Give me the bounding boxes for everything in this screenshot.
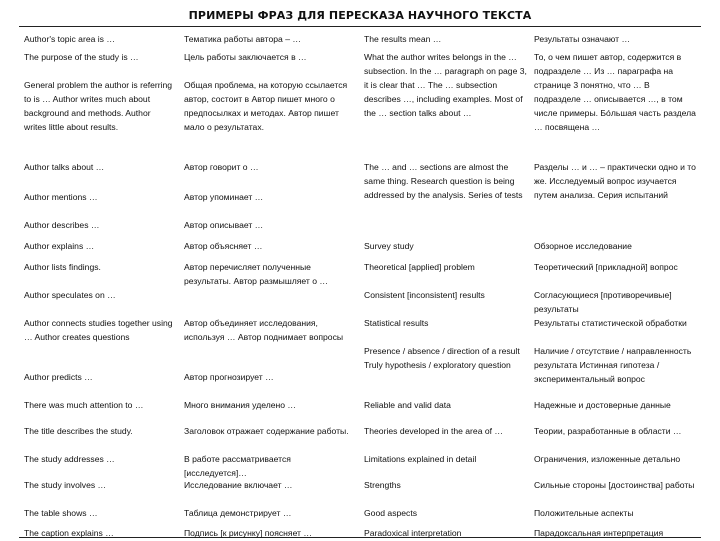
table-cell: Strengths [364, 480, 401, 490]
table-cell: Результаты означают … [534, 34, 631, 44]
table-cell: Reliable and valid data [364, 400, 451, 410]
table-cell: В работе рассматривается [исследуется]… [184, 454, 291, 478]
column-english-1 [24, 33, 174, 538]
table-cell: Theoretical [applied] problem [364, 262, 475, 272]
table-cell: What the author writes belongs in the … subsection. In the … paragraph on page 3, it is clear that … The … subsection describes …, including examples. Most of the … section talks about … [364, 52, 527, 118]
table-cell: Положительные аспекты [534, 508, 634, 518]
table-cell: Таблица демонстрирует … [184, 508, 292, 518]
table-cell: Обзорное исследование [534, 241, 632, 251]
table-cell: Автор объединяет исследования, используя … Автор поднимает вопросы [184, 318, 344, 342]
table-cell: То, о чем пишет автор, содержится в подразделе … Из … параграфа на странице 3 понятно, что … В подразделе … описывается …, в том числе примеры. Бóльшая часть раздела … посвящена … [534, 52, 696, 132]
table-cell: The results mean … [364, 34, 442, 44]
table-cell: Результаты статистической обработки [534, 318, 687, 328]
table-cell: The table shows … [24, 508, 98, 518]
table-cell: Author connects studies together using … Author creates questions [24, 318, 173, 342]
table-cell: Наличие / отсутствие / направленность результата Истинная гипотеза / экспериментальный вопрос [534, 346, 692, 384]
table-cell: Good aspects [364, 508, 418, 518]
table-cell: Author talks about … [24, 162, 105, 172]
table-cell: The purpose of the study is … [24, 52, 139, 62]
table-cell: Автор говорит о … [184, 162, 259, 172]
column-english-2 [364, 33, 528, 538]
table-cell: Исследование включает … [184, 480, 293, 490]
table-cell: Автор описывает … [184, 220, 264, 230]
table-cell: Author's topic area is … [24, 34, 115, 44]
table-cell: Теории, разработанные в области … [534, 426, 682, 436]
table-cell: Limitations explained in detail [364, 454, 477, 464]
table-cell: General problem the author is referring to is … Author writes much about background and methods. Author writes little about results. [24, 80, 173, 132]
table-cell: Тематика работы автора – … [184, 34, 301, 44]
table-cell: Автор объясняет … [184, 241, 263, 251]
table-cell: Заголовок отражает содержание работы. [184, 426, 349, 436]
table-cell: Statistical results [364, 318, 429, 328]
table-cell: The study involves … [24, 480, 107, 490]
table-cell: Много внимания уделено … [184, 400, 297, 410]
table-cell: Theories developed in the area of … [364, 426, 504, 436]
table-cell: Survey study [364, 241, 414, 251]
table-cell: Ограничения, изложенные детально [534, 454, 681, 464]
table-cell: Автор упоминает … [184, 192, 264, 202]
table-cell: Парадоксальная интерпретация [534, 528, 664, 538]
table-cell: Consistent [inconsistent] results [364, 290, 485, 300]
table-cell: Общая проблема, на которую ссылается автор, состоит в Автор пишет много о предпосылках и методах. Автор пишет мало о результатах. [184, 80, 348, 132]
table-cell: Author speculates on … [24, 290, 116, 300]
table-cell: The study addresses … [24, 454, 115, 464]
table-cell: Author explains … [24, 241, 95, 251]
table-cell: Автор перечисляет полученные результаты. Автор размышляет о … [184, 262, 328, 286]
table-cell: The … and … sections are almost the same thing. Research question is being addressed by the analysis. Series of tests [364, 162, 523, 200]
table-cell: Author mentions … [24, 192, 98, 202]
table-cell: Presence / absence / direction of a result Truly hypothesis / exploratory question [364, 346, 520, 370]
table-cell: The title describes the study. [24, 426, 133, 436]
table-cell: Paradoxical interpretation [364, 528, 462, 538]
table-cell: Сильные стороны [достоинства] работы [534, 480, 695, 490]
table-cell: Author predicts … [24, 372, 93, 382]
table-cell: Подпись [к рисунку] поясняет … [184, 528, 312, 538]
column-russian-1 [184, 33, 352, 538]
table-cell: Согласующиеся [противоречивые] результаты [534, 290, 672, 314]
table-cell: Цель работы заключается в … [184, 52, 307, 62]
table-cell: Теоретический [прикладной] вопрос [534, 262, 678, 272]
table-cell: There was much attention to … [24, 400, 144, 410]
table-cell: Автор прогнозирует … [184, 372, 274, 382]
table-cell: Author describes … [24, 220, 100, 230]
table-cell: Надежные и достоверные данные [534, 400, 671, 410]
page-title: ПРИМЕРЫ ФРАЗ ДЛЯ ПЕРЕСКАЗА НАУЧНОГО ТЕКСТА [188, 9, 532, 22]
table-cell: Author lists findings. [24, 262, 101, 272]
column-russian-2 [534, 33, 698, 538]
table-cell: The caption explains … [24, 528, 114, 538]
table-cell: Разделы … и … – практически одно и то же. Исследуемый вопрос изучается путем анализа. Серия испытаний [534, 162, 696, 200]
